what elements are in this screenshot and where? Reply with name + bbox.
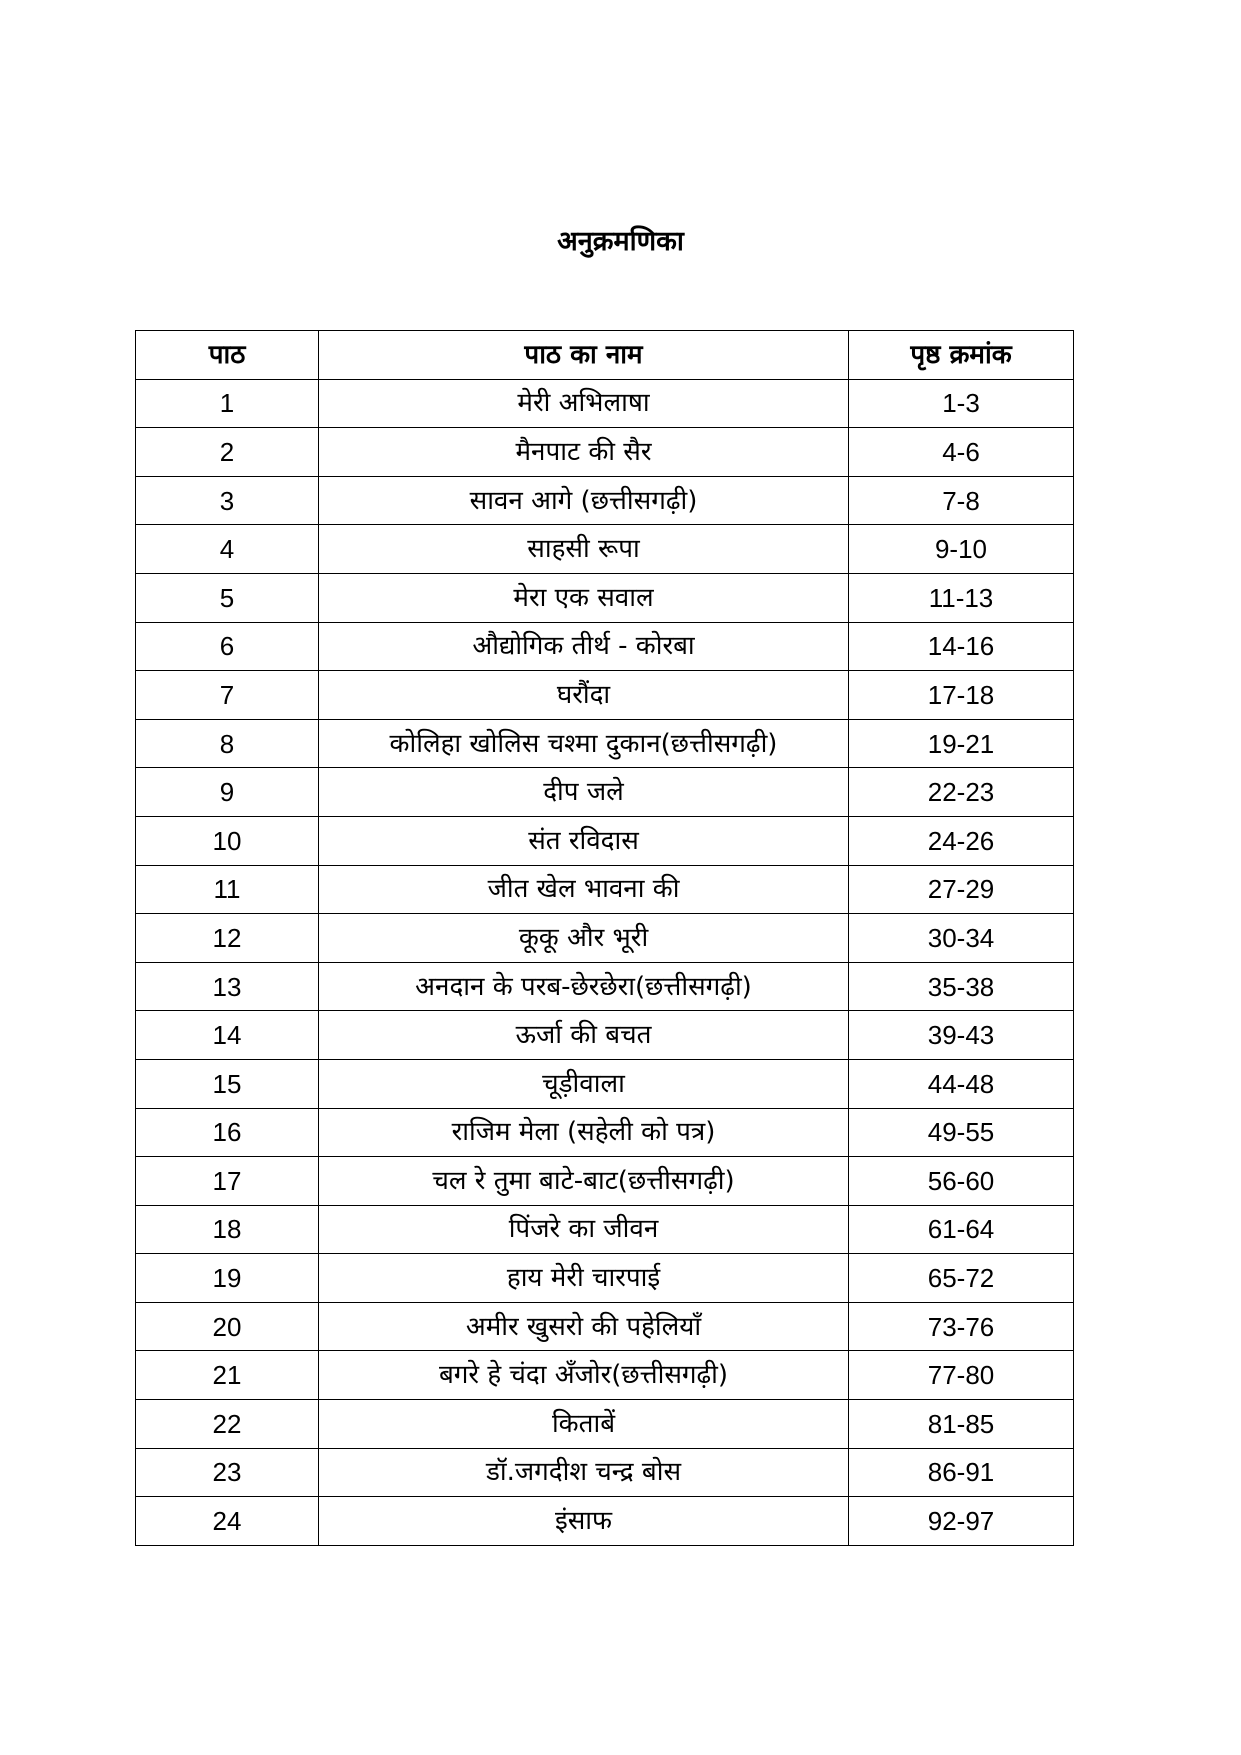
lesson-number-cell: 20 [136,1302,319,1351]
page-range-cell: 73-76 [849,1302,1074,1351]
page-range-cell: 92-97 [849,1497,1074,1546]
lesson-number-cell: 8 [136,719,319,768]
lesson-name-cell: घरौंदा [319,671,849,720]
table-row [136,1400,1074,1449]
lesson-name-cell: किताबें [319,1400,849,1449]
lesson-number-cell: 2 [136,428,319,477]
lesson-name-cell: कूकू और भूरी [319,914,849,963]
page-range-cell: 7-8 [849,476,1074,525]
table-row [136,914,1074,963]
table-header-row [136,331,1074,380]
page-range-cell: 14-16 [849,622,1074,671]
page-range-cell: 77-80 [849,1351,1074,1400]
table-row [136,428,1074,477]
lesson-name-cell: अमीर खुसरो की पहेलियाँ [319,1302,849,1351]
lesson-number-cell: 19 [136,1254,319,1303]
lesson-name-cell: कोलिहा खोलिस चश्मा दुकान(छत्तीसगढ़ी) [319,719,849,768]
lesson-number-cell: 14 [136,1011,319,1060]
lesson-number-cell: 1 [136,379,319,428]
table-row [136,768,1074,817]
table-row [136,1448,1074,1497]
lesson-number-cell: 4 [136,525,319,574]
lesson-number-cell: 24 [136,1497,319,1546]
header-lesson-name: पाठ का नाम [319,331,849,380]
page-range-cell: 19-21 [849,719,1074,768]
table-row [136,379,1074,428]
lesson-number-cell: 17 [136,1157,319,1206]
table-row [136,865,1074,914]
lesson-number-cell: 21 [136,1351,319,1400]
page-title: अनुक्रमणिका [557,226,684,257]
table-row [136,1497,1074,1546]
lesson-number-cell: 9 [136,768,319,817]
lesson-name-cell: मैनपाट की सैर [319,428,849,477]
lesson-number-cell: 12 [136,914,319,963]
lesson-number-cell: 11 [136,865,319,914]
table-row [136,816,1074,865]
lesson-name-cell: जीत खेल भावना की [319,865,849,914]
lesson-number-cell: 15 [136,1059,319,1108]
page-range-cell: 81-85 [849,1400,1074,1449]
table-row [136,1108,1074,1157]
table-row [136,1351,1074,1400]
table-row [136,573,1074,622]
lesson-number-cell: 7 [136,671,319,720]
page-range-cell: 17-18 [849,671,1074,720]
table-row [136,962,1074,1011]
lesson-number-cell: 10 [136,816,319,865]
page-range-cell: 86-91 [849,1448,1074,1497]
lesson-number-cell: 23 [136,1448,319,1497]
page-range-cell: 30-34 [849,914,1074,963]
lesson-number-cell: 22 [136,1400,319,1449]
lesson-name-cell: संत रविदास [319,816,849,865]
lesson-name-cell: राजिम मेला (सहेली को पत्र) [319,1108,849,1157]
table-row [136,1059,1074,1108]
lesson-name-cell: इंसाफ [319,1497,849,1546]
page-range-cell: 4-6 [849,428,1074,477]
lesson-name-cell: सावन आगे (छत्तीसगढ़ी) [319,476,849,525]
table-row [136,622,1074,671]
page-range-cell: 61-64 [849,1205,1074,1254]
lesson-name-cell: डॉ.जगदीश चन्द्र बोस [319,1448,849,1497]
lesson-name-cell: अनदान के परब-छेरछेरा(छत्तीसगढ़ी) [319,962,849,1011]
table-row [136,476,1074,525]
lesson-number-cell: 16 [136,1108,319,1157]
lesson-name-cell: ऊर्जा की बचत [319,1011,849,1060]
table-row [136,1254,1074,1303]
lesson-name-cell: हाय मेरी चारपाई [319,1254,849,1303]
table-row [136,525,1074,574]
lesson-number-cell: 3 [136,476,319,525]
lesson-name-cell: औद्योगिक तीर्थ - कोरबा [319,622,849,671]
table-row [136,1157,1074,1206]
table-row [136,1205,1074,1254]
lesson-number-cell: 13 [136,962,319,1011]
lesson-name-cell: चूड़ीवाला [319,1059,849,1108]
page-range-cell: 1-3 [849,379,1074,428]
lesson-name-cell: दीप जले [319,768,849,817]
lesson-name-cell: मेरी अभिलाषा [319,379,849,428]
lesson-name-cell: पिंजरे का जीवन [319,1205,849,1254]
lesson-number-cell: 6 [136,622,319,671]
page-range-cell: 11-13 [849,573,1074,622]
page-range-cell: 9-10 [849,525,1074,574]
lesson-number-cell: 18 [136,1205,319,1254]
page-range-cell: 39-43 [849,1011,1074,1060]
table-row [136,1302,1074,1351]
page-range-cell: 35-38 [849,962,1074,1011]
lesson-name-cell: चल रे तुमा बाटे-बाट(छत्तीसगढ़ी) [319,1157,849,1206]
table-row [136,671,1074,720]
table-body [136,379,1074,1545]
lesson-name-cell: मेरा एक सवाल [319,573,849,622]
page-range-cell: 27-29 [849,865,1074,914]
table-row [136,1011,1074,1060]
contents-table [135,330,1074,1546]
lesson-name-cell: साहसी रूपा [319,525,849,574]
page-range-cell: 65-72 [849,1254,1074,1303]
header-lesson: पाठ [136,331,319,380]
page-range-cell: 56-60 [849,1157,1074,1206]
lesson-number-cell: 5 [136,573,319,622]
page-range-cell: 44-48 [849,1059,1074,1108]
table-row [136,719,1074,768]
header-page-number: पृष्ठ क्रमांक [849,331,1074,380]
page-range-cell: 24-26 [849,816,1074,865]
page-range-cell: 49-55 [849,1108,1074,1157]
lesson-name-cell: बगरे हे चंदा अँजोर(छत्तीसगढ़ी) [319,1351,849,1400]
page-range-cell: 22-23 [849,768,1074,817]
